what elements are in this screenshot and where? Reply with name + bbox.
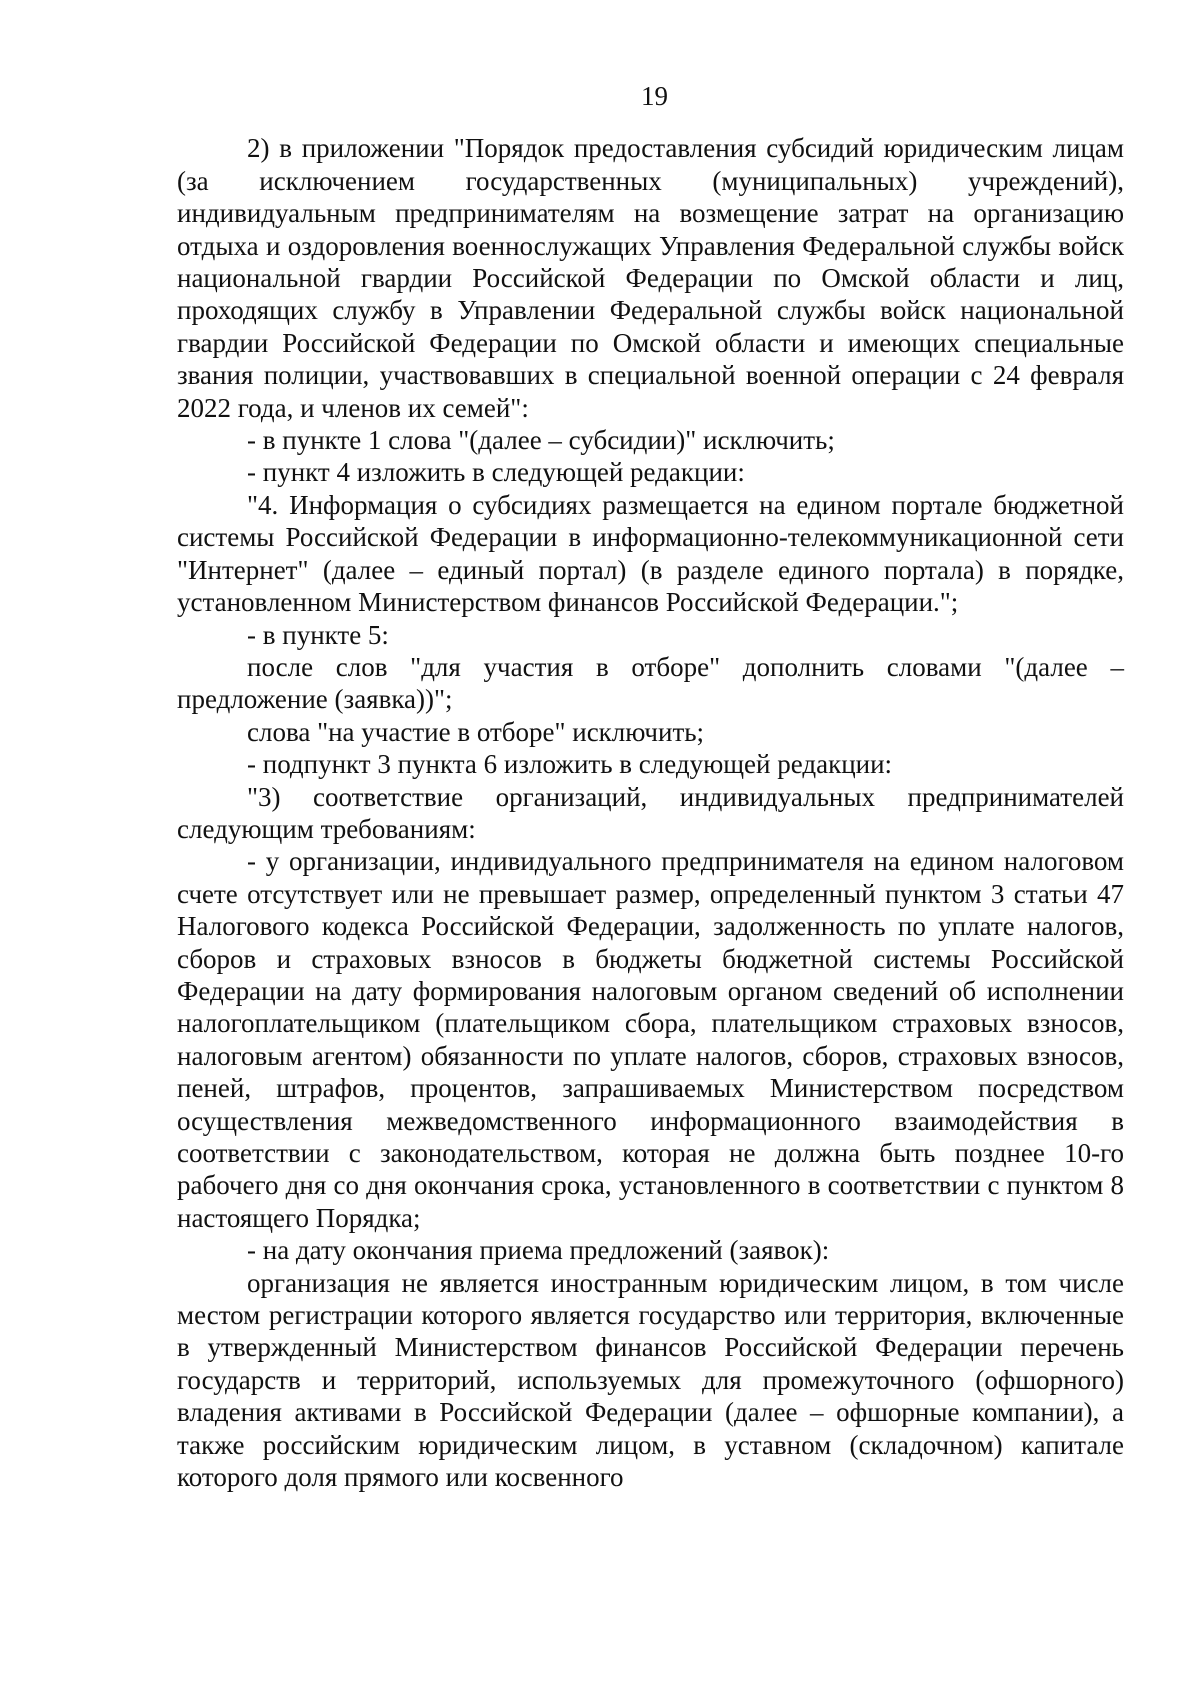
paragraph-item-4-text: "4. Информация о субсидиях размещается на едином портале бюджетной системы Российской Федерации в информационно-телекоммуникационной сети "Интернет" (далее – единый портал) (в разделе единого портала) в порядке, установленном Министерством финансов Российской Федерации.";	[177, 489, 1124, 618]
paragraph-tax-requirement: - у организации, индивидуального предпринимателя на едином налоговом счете отсутствует или не превышает размер, определенный пунктом 3 статьи 47 Налогового кодекса Российской Федерации, задолженность по уплате налогов, сборов и страховых взносов в бюджеты бюджетной системы Российской Федерации на дату формирования налоговым органом сведений об исполнении налогоплательщиком (плательщиком сбора, плательщиком страховых взносов, налоговым агентом) обязанности по уплате налогов, сборов, страховых взносов, пеней, штрафов, процентов, запрашиваемых Министерством посредством осуществления межведомственного информационного взаимодействия в соответствии с законодательством, которая не должна быть позднее 10-го рабочего дня со дня окончания срока, установленного в соответствии с пунктом 8 настоящего Порядка;	[177, 846, 1124, 1233]
paragraph-subitem-3-intro: - подпункт 3 пункта 6 изложить в следующей редакции:	[247, 749, 893, 780]
page-number: 19	[641, 81, 668, 111]
paragraph-deadline-intro: - на дату окончания приема предложений (заявок):	[247, 1235, 830, 1266]
paragraph-item-4-intro: - пункт 4 изложить в следующей редакции:	[247, 457, 745, 488]
paragraph-item-5-remove: слова "на участие в отборе" исключить;	[247, 716, 705, 747]
paragraph-appendix-intro: 2) в приложении "Порядок предоставления субсидий юридическим лицам (за исключением государственных (муниципальных) учреждений), индивидуальным предпринимателям на возмещение затрат на организацию отдыха и оздоровления военнослужащих Управления Федеральной службы войск национальной гвардии Российской Федерации по Омской области и лиц, проходящих службу в Управлении Федеральной службы войск национальной гвардии Российской Федерации по Омской области и имеющих специальные звания полиции, участвовавших в специальной военной операции с 24 февраля 2022 года, и членов их семей":	[177, 133, 1124, 423]
paragraph-subitem-3-text: "3) соответствие организаций, индивидуальных предпринимателей следующим требованиям:	[177, 781, 1124, 844]
paragraph-item-1: - в пункте 1 слова "(далее – субсидии)" исключить;	[247, 425, 835, 456]
paragraph-item-5-intro: - в пункте 5:	[247, 619, 389, 650]
paragraph-foreign-entity: организация не является иностранным юридическим лицом, в том числе местом регистрации которого является государство или территория, включенные в утвержденный Министерством финансов Российской Федерации перечень государств и территорий, используемых для промежуточного (офшорного) владения активами в Российской Федерации (далее – офшорные компании), а также российским юридическим лицом, в уставном (складочном) капитале которого доля прямого или косвенного	[177, 1267, 1124, 1493]
paragraph-item-5-add: после слов "для участия в отборе" дополнить словами "(далее – предложение (заявка))";	[177, 651, 1124, 715]
